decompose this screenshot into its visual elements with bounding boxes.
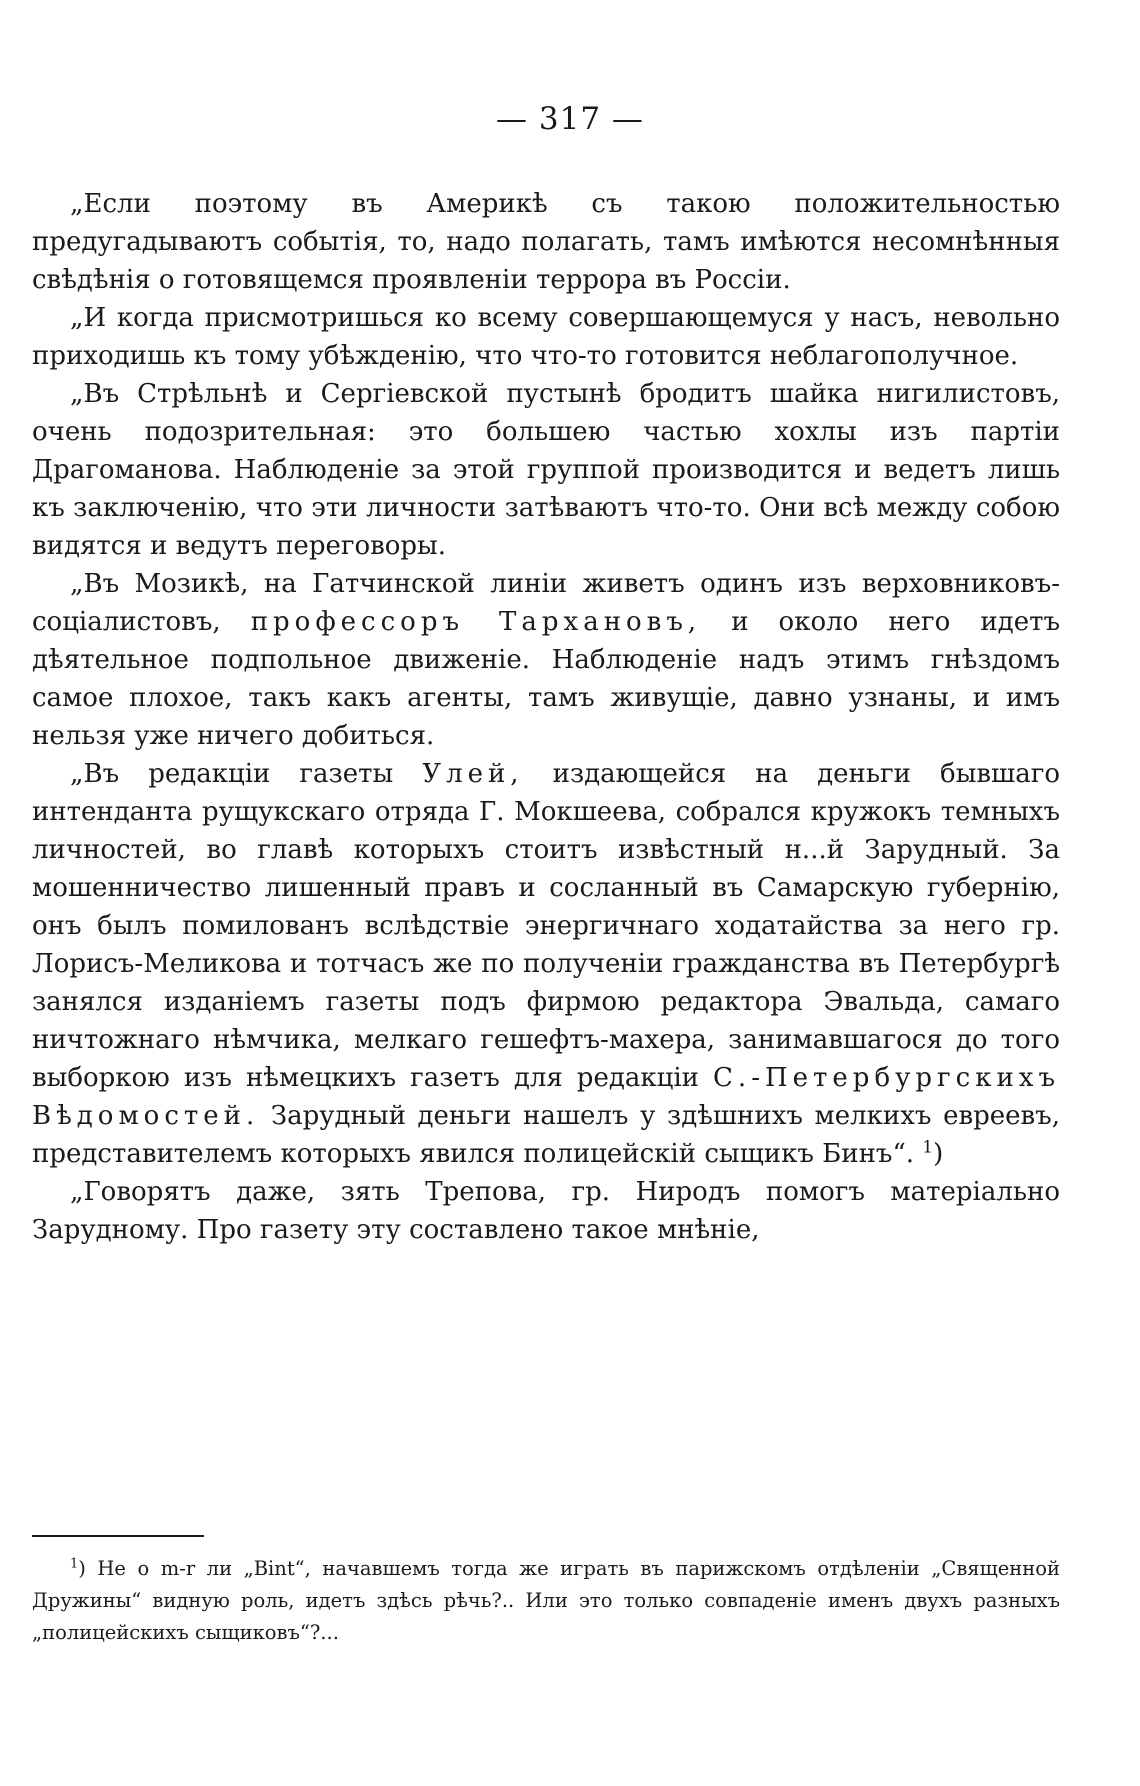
footnote-text: ) Не о m-r ли „Bint“, начавшемъ тогда же играть въ парижскомъ отдѣленіи „Священной Дружины“ видную роль, идетъ здѣсь рѣчь?.. Или это только совпаденіе именъ двухъ разныхъ „полицейскихъ сыщиковъ“?... xyxy=(32,1557,1060,1644)
body-text xyxy=(32,185,1060,1249)
paragraph-5 xyxy=(32,755,1060,1173)
footnote xyxy=(32,1553,1060,1649)
page-number: — 317 — xyxy=(496,101,644,137)
footnote-reference-paren: ) xyxy=(933,1139,944,1169)
paragraph-3: „Въ Стрѣльнѣ и Сергіевской пустынѣ бродитъ шайка нигилистовъ, очень подозрительная: это большею частью хохлы изъ партіи Драгоманова. Наблюденіе за этой группой производится и ведетъ лишь къ заключенію, что эти личности затѣваютъ что-то. Они всѣ между собою видятся и ведутъ переговоры. xyxy=(32,379,1060,561)
paragraph-6: „Говорятъ даже, зять Трепова, гр. Ниродъ помогъ матеріально Зарудному. Про газету эту составлено такое мнѣніе, xyxy=(32,1177,1060,1245)
paragraph-5-text-a: „Въ редакціи газеты xyxy=(70,759,394,789)
paragraph-4 xyxy=(32,565,1060,755)
paragraph-4-text-a: „Въ Мозикѣ, на Гатчинской линіи живетъ одинъ изъ верховниковъ-соціалистовъ, xyxy=(32,569,1060,637)
paragraph-4-text-b: и около него идетъ дѣятельное подпольное движеніе. Наблюденіе надъ этимъ гнѣздомъ самое плохое, такъ какъ агенты, тамъ живущіе, давно узнаны, и имъ нельзя уже ничего добиться. xyxy=(32,607,1061,751)
footnote-reference[interactable]: 1 xyxy=(922,1137,934,1158)
paragraph-5-gazette-name: С.-Петербургскихъ Вѣдомостей. xyxy=(32,1063,1061,1131)
paragraph-1: „Если поэтому въ Америкѣ съ такою положительностью предугадываютъ событія, то, надо полагать, тамъ имѣются несомнѣнныя свѣдѣнія о готовящемся проявленіи террора въ Россіи. xyxy=(32,189,1060,295)
paragraph-4-spaced-name: профессоръ Тархановъ, xyxy=(250,607,702,637)
paragraph-5-text-c: Зарудный деньги нашелъ у здѣшнихъ мелкихъ евреевъ, представителемъ которыхъ явился полицейскій сыщикъ Бинъ“. xyxy=(32,1101,1060,1169)
footnote-divider xyxy=(32,1535,204,1537)
paragraph-5-newspaper-name: Улей, xyxy=(422,759,524,789)
paragraph-5-text-b: издающейся на деньги бывшаго интенданта рущукскаго отряда Г. Мокшеева, собрался кружокъ темныхъ личностей, во главѣ которыхъ стоитъ извѣстный н...й Зарудный. За мошенничество лишенный правъ и сосланный въ Самарскую губернію, онъ былъ помилованъ вслѣдствіе энергичнаго ходатайства за него гр. Лорисъ-Меликова и тотчасъ же по полученіи гражданства въ Петербургѣ занялся изданіемъ газеты подъ фирмою редактора Эвальда, самаго ничтожнаго нѣмчика, мелкаго гешефтъ-махера, занимавшагося до того выборкою изъ нѣмецкихъ газетъ для редакціи xyxy=(32,759,1060,1093)
footnote-paragraph xyxy=(32,1553,1060,1649)
footnote-mark: 1 xyxy=(70,1556,79,1572)
paragraph-2: „И когда присмотришься ко всему совершающемуся у насъ, невольно приходишь къ тому убѣжденію, что что-то готовится неблагополучное. xyxy=(32,303,1060,371)
